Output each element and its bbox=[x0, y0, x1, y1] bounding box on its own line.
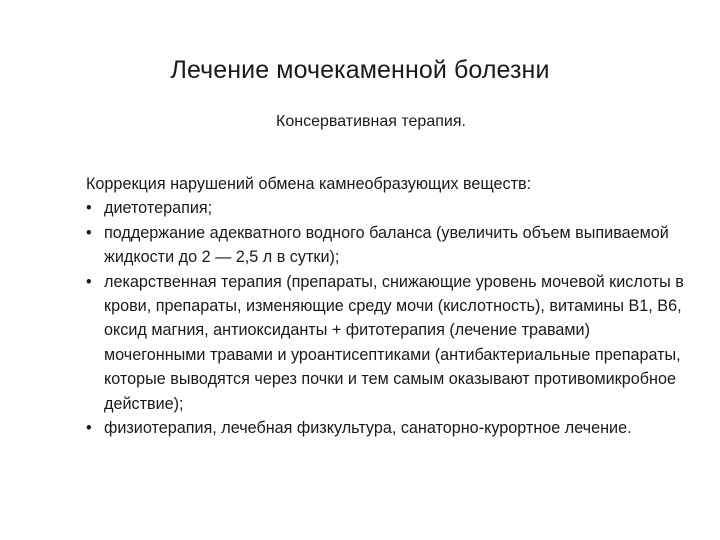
bullet-icon: • bbox=[86, 199, 92, 218]
list-item bbox=[86, 196, 686, 220]
list-item-text: лекарственная терапия (препараты, снижающие уровень мочевой кислоты в крови, препараты, изменяющие среду мочи (кислотность), витамины B1, B6, оксид магния, антиоксиданты + фитотерапия (лечение травами) мочегонными травами и уроантисептиками (антибактериальные препараты, которые выводятся через почки и тем самым оказывают противомикробное действие); bbox=[104, 272, 684, 413]
bullet-icon: • bbox=[86, 272, 92, 291]
slide-title: Лечение мочекаменной болезни bbox=[170, 56, 550, 84]
bullet-list bbox=[86, 196, 686, 440]
list-item-text: поддержание адекватного водного баланса (увеличить объем выпиваемой жидкости до 2 — 2,5 л в сутки); bbox=[104, 223, 669, 267]
slide-body bbox=[86, 172, 686, 440]
bullet-icon: • bbox=[86, 419, 92, 438]
list-item bbox=[86, 221, 686, 270]
list-item bbox=[86, 270, 686, 416]
intro-text: Коррекция нарушений обмена камнеобразующих веществ: bbox=[86, 175, 532, 193]
list-item-text: физиотерапия, лечебная физкультура, санаторно-курортное лечение. bbox=[104, 419, 632, 438]
list-item bbox=[86, 416, 686, 440]
list-item-text: диетотерапия; bbox=[104, 199, 213, 218]
bullet-icon: • bbox=[86, 223, 92, 242]
slide-subtitle: Консервативная терапия. bbox=[276, 113, 466, 130]
